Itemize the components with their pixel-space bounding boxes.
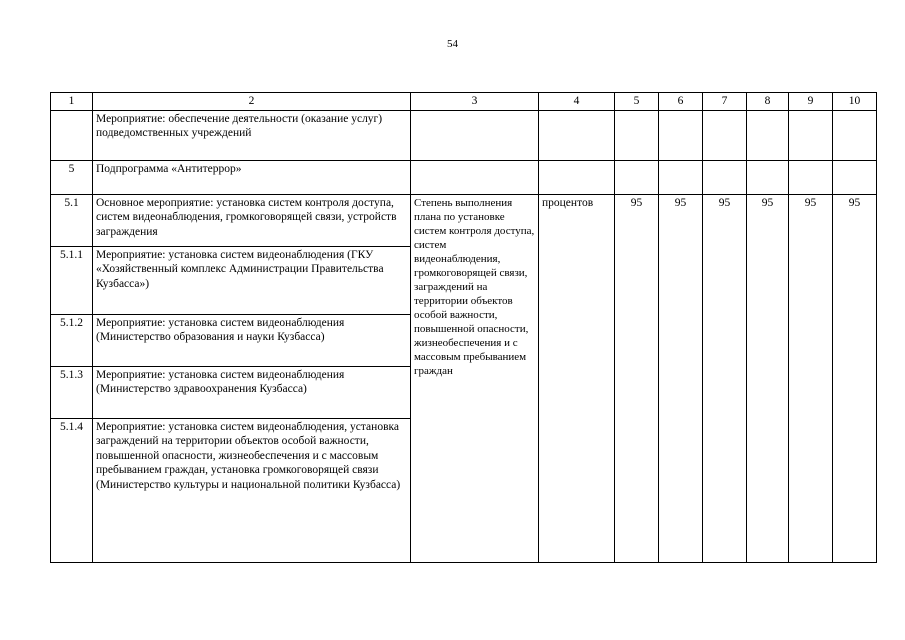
- unit-cell: процентов: [539, 194, 615, 562]
- column-header: 1: [51, 93, 93, 111]
- value-cell: 95: [703, 194, 747, 562]
- main-activity-text: Основное мероприятие: установка систем контроля доступа, систем видеонаблюдения, громкоговорящей связи, устройств заграждения: [93, 194, 411, 246]
- program-table: [50, 92, 877, 563]
- column-header: 2: [93, 93, 411, 111]
- value-cell: 95: [615, 194, 659, 562]
- page-number: 54: [447, 38, 458, 50]
- column-header: 5: [615, 93, 659, 111]
- value-cell: 95: [747, 194, 789, 562]
- row-number-cell: [51, 110, 93, 160]
- row-number: 5.1.3: [51, 366, 93, 418]
- header-row: [51, 93, 877, 111]
- value-cell: 95: [833, 194, 877, 562]
- row-number: 5.1.4: [51, 418, 93, 562]
- column-header: 10: [833, 93, 877, 111]
- activity-text: Мероприятие: установка систем видеонаблюдения (ГКУ «Хозяйственный комплекс Администрации Правительства Кузбасса»): [93, 246, 411, 314]
- activity-text: Мероприятие: установка систем видеонаблюдения (Министерство образования и науки Кузбасса): [93, 314, 411, 366]
- row-number: 5.1: [51, 194, 93, 246]
- row-number: 5.1.1: [51, 246, 93, 314]
- table-row: [51, 194, 877, 246]
- value-cell: 95: [789, 194, 833, 562]
- column-header: 3: [411, 93, 539, 111]
- row-number: 5.1.2: [51, 314, 93, 366]
- value-cell: 95: [659, 194, 703, 562]
- table-row: [51, 160, 877, 194]
- indicator-text: Степень выполнения плана по установке систем контроля доступа, систем видеонаблюдения, громкоговорящей связи, заграждений на территории объектов особой важности, повышенной опасности, жизнеобеспечения и с массовым пребыванием граждан: [411, 194, 539, 562]
- activity-text: Мероприятие: обеспечение деятельности (оказание услуг) подведомственных учреждений: [93, 110, 411, 160]
- activity-text: Мероприятие: установка систем видеонаблюдения, установка заграждений на территории объектов особой важности, повышенной опасности, жизнеобеспечения и с массовым пребыванием граждан, установка громкоговорящей связи (Министерство культуры и национальной политики Кузбасса): [93, 418, 411, 562]
- column-header: 8: [747, 93, 789, 111]
- column-header: 6: [659, 93, 703, 111]
- column-header: 4: [539, 93, 615, 111]
- activity-text: Мероприятие: установка систем видеонаблюдения (Министерство здравоохранения Кузбасса): [93, 366, 411, 418]
- column-header: 9: [789, 93, 833, 111]
- row-number: 5: [51, 160, 93, 194]
- table-row: [51, 110, 877, 160]
- column-header: 7: [703, 93, 747, 111]
- subprogram-title: Подпрограмма «Антитеррор»: [93, 160, 411, 194]
